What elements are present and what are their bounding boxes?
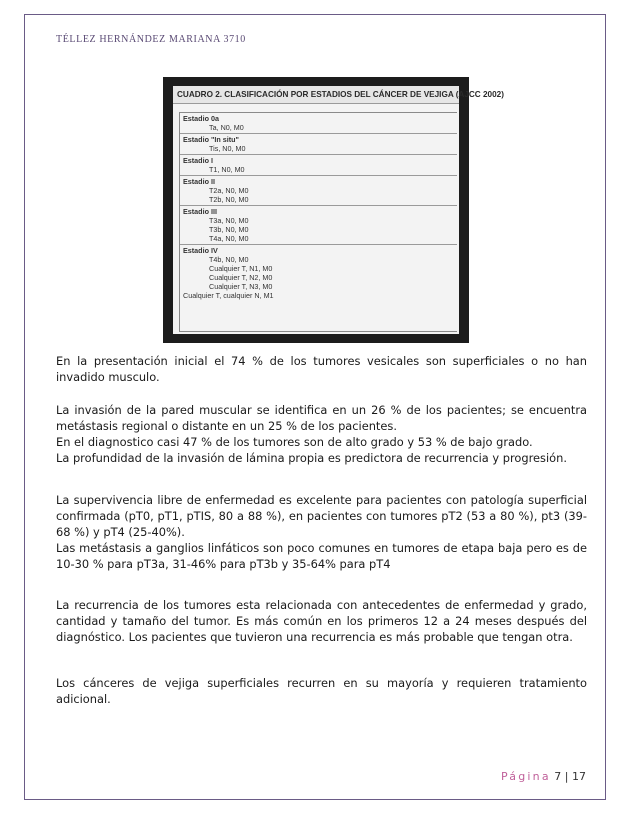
paragraph: La profundidad de la invasión de lámina propia es predictora de recurrencia y progresión.	[56, 451, 567, 465]
stage-row: T1, N0, M0	[209, 165, 245, 174]
stage-name: Estadio IV	[183, 246, 218, 255]
stage-row: Tis, N0, M0	[209, 144, 246, 153]
total-pages: 17	[572, 770, 586, 783]
stage-row: T2a, N0, M0	[209, 186, 249, 195]
stage-in-situ	[180, 133, 457, 154]
stage-row: T3a, N0, M0	[209, 216, 249, 225]
stage-i	[180, 154, 457, 175]
stage-iii	[180, 205, 457, 244]
stage-row: T4b, N0, M0	[209, 255, 249, 264]
staging-table	[173, 86, 504, 334]
paragraph: La invasión de la pared muscular se identifica en un 26 % de los pacientes; se encuentra metástasis regional o distante en un 25 % de los pacientes.	[56, 403, 587, 433]
paragraph: En la presentación inicial el 74 % de los tumores vesicales son superficiales o no han invadido musculo.	[56, 354, 587, 384]
page-number	[501, 770, 586, 783]
page-header: TÉLLEZ HERNÁNDEZ MARIANA 3710	[56, 34, 246, 45]
staging-table-title: CUADRO 2. CLASIFICACIÓN POR ESTADIOS DEL CÁNCER DE VEJIGA (AJCC 2002)	[173, 86, 459, 104]
stage-row: T3b, N0, M0	[209, 225, 249, 234]
paragraph-block-survival	[56, 492, 587, 572]
stage-iv	[180, 244, 457, 301]
paragraph: En el diagnostico casi 47 % de los tumores son de alto grado y 53 % de bajo grado.	[56, 435, 533, 449]
stage-name: Estadio 0a	[183, 114, 219, 123]
stage-row: Cualquier T, N3, M0	[209, 282, 273, 291]
paragraph-block-invasion	[56, 402, 587, 466]
paragraph: Las metástasis a ganglios linfáticos son poco comunes en tumores de etapa baja pero es de 10-30 % para pT3a, 31-46% para pT3b y 35-64% para pT4	[56, 541, 587, 571]
staging-table-image	[163, 77, 504, 343]
stage-name: Estadio III	[183, 207, 217, 216]
current-page: 7	[554, 770, 562, 783]
paragraph-superficial	[56, 675, 587, 707]
stage-ii	[180, 175, 457, 205]
paragraph: La recurrencia de los tumores esta relacionada con antecedentes de enfermedad y grado, cantidad y tamaño del tumor. Es más común en los primeros 12 a 24 meses después del diagnóstico. Los pacientes que tuvieron una recurrencia es más probable que tengan otra.	[56, 598, 587, 644]
paragraph: Los cánceres de vejiga superficiales recurren en su mayoría y requieren tratamiento adicional.	[56, 676, 587, 706]
stage-name: Estadio I	[183, 156, 213, 165]
stage-row: T2b, N0, M0	[209, 195, 249, 204]
stage-row: Ta, N0, M0	[209, 123, 244, 132]
stage-row: Cualquier T, cualquier N, M1	[183, 291, 274, 300]
paragraph-presentation	[56, 353, 587, 385]
stage-row: Cualquier T, N2, M0	[209, 273, 273, 282]
stage-name: Estadio II	[183, 177, 215, 186]
stage-name: Estadio "In situ"	[183, 135, 239, 144]
stage-row: Cualquier T, N1, M0	[209, 264, 273, 273]
stage-0a	[180, 113, 457, 133]
staging-table-body	[179, 112, 457, 332]
paragraph-recurrence	[56, 597, 587, 645]
page-word: Página	[500, 770, 551, 783]
paragraph: La supervivencia libre de enfermedad es excelente para pacientes con patología superficial confirmada (pT0, pT1, pTIS, 80 a 88 %), en pacientes con tumores pT2 (53 a 80 %), pt3 (39-68 %) y pT4 (25-40%).	[56, 493, 587, 539]
stage-row: T4a, N0, M0	[209, 234, 249, 243]
page-separator: |	[564, 770, 569, 783]
